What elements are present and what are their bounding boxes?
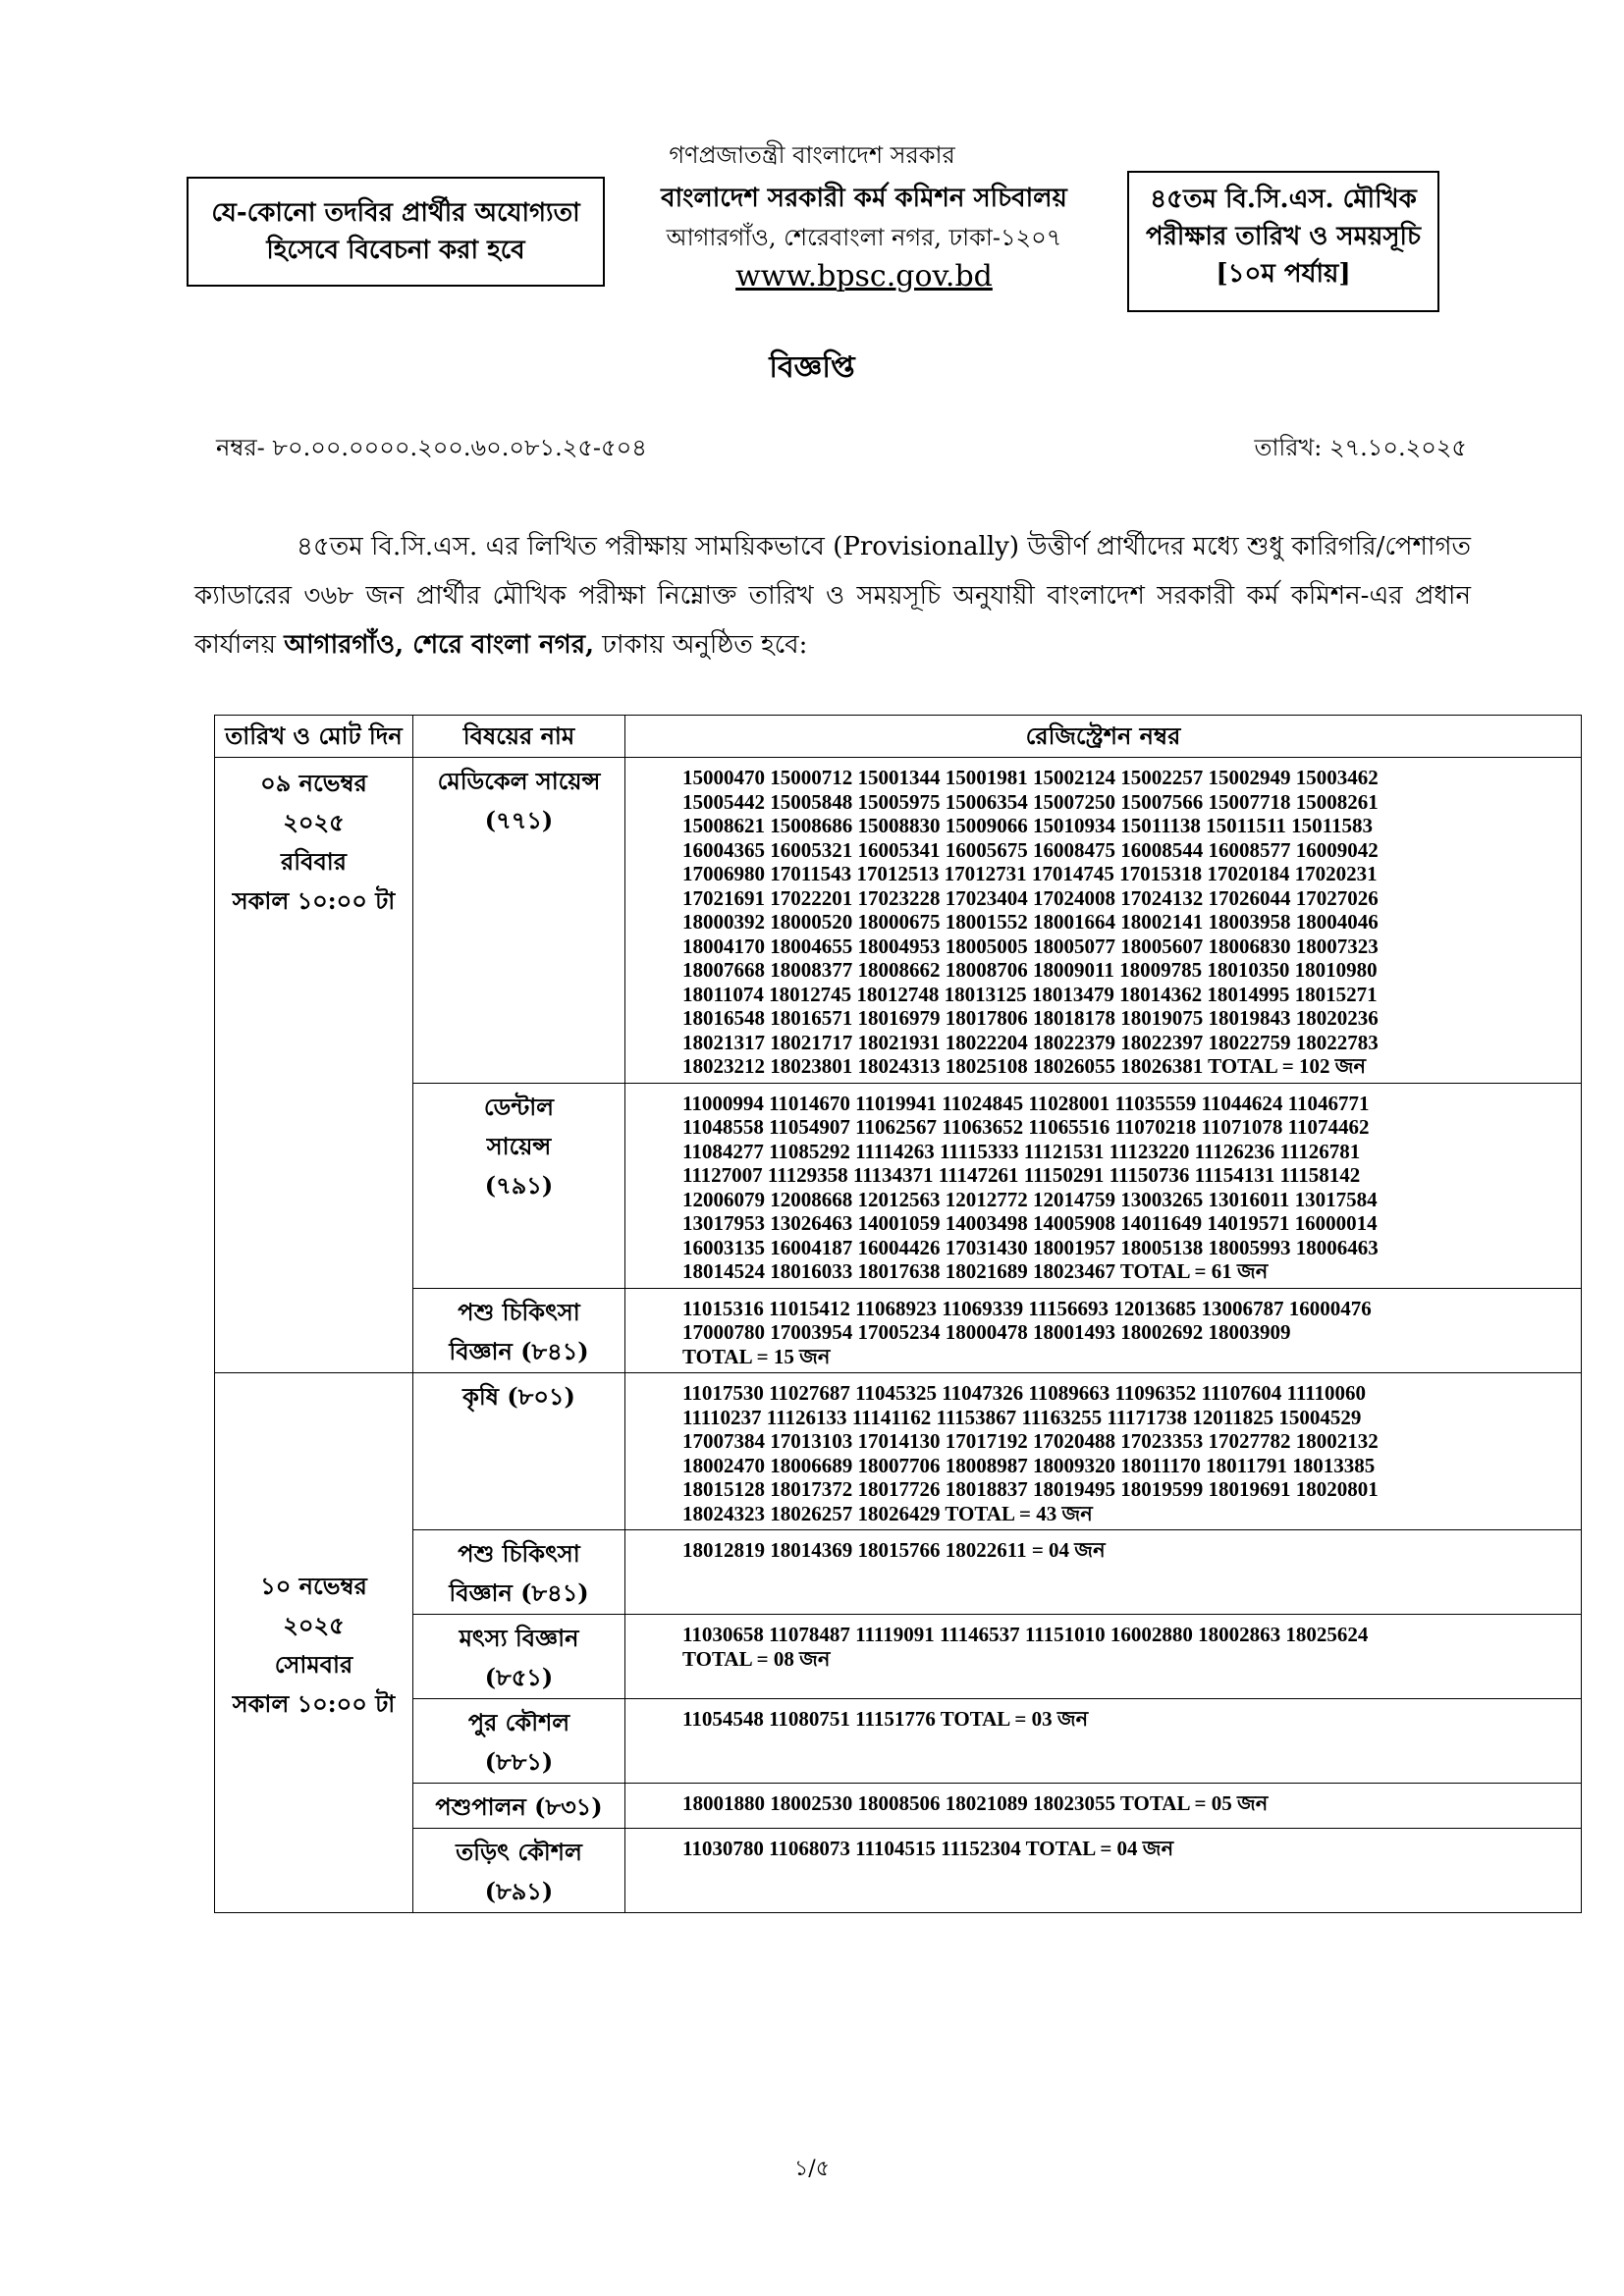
registration-line: 13017953 13026463 14001059 14003498 14005908 14011649 14019571 16000014 xyxy=(682,1211,1378,1235)
registration-cell xyxy=(625,758,1582,1084)
subject-line: পশু চিকিৎসা xyxy=(458,1539,580,1568)
date-cell xyxy=(215,1373,413,1913)
date-line: সকাল ১০:০০ টা xyxy=(232,1689,396,1718)
registration-cell xyxy=(625,1784,1582,1829)
warning-line: যে-কোনো তদবির প্রার্থীর অযোগ্যতা xyxy=(211,198,580,228)
registration-cell xyxy=(625,1615,1582,1699)
subject-line: সায়েন্স xyxy=(486,1131,552,1160)
subject-cell xyxy=(413,1784,625,1829)
subject-cell xyxy=(413,1699,625,1784)
registration-cell xyxy=(625,1699,1582,1784)
registration-cell xyxy=(625,1083,1582,1288)
registration-line: 18000392 18000520 18000675 18001552 18001664 18002141 18003958 18004046 xyxy=(682,910,1379,934)
date-line: সকাল ১০:০০ টা xyxy=(232,886,396,915)
registration-line: 18021317 18021717 18021931 18022204 18022379 18022397 18022759 18022783 xyxy=(682,1030,1379,1054)
table-header-row xyxy=(215,716,1582,758)
subject-cell xyxy=(413,1615,625,1699)
subject-line: (৮৯১) xyxy=(484,1877,554,1905)
registration-cell xyxy=(625,1530,1582,1615)
registration-line: 11030780 11068073 11104515 11152304 TOTAL = 04 জন xyxy=(682,1837,1174,1860)
registration-line: 16003135 16004187 16004426 17031430 18001957 18005138 18005993 18006463 xyxy=(682,1235,1379,1259)
subject-line: (৮৫১) xyxy=(484,1663,554,1691)
registration-line: 18004170 18004655 18004953 18005005 18005077 18005607 18006830 18007323 xyxy=(682,934,1379,958)
registration-line: 17007384 17013103 17014130 17017192 17020488 17023353 17027782 18002132 xyxy=(682,1429,1379,1453)
exam-title-line: [১০ম পর্যায়] xyxy=(1216,259,1351,289)
subject-line: (৭৯১) xyxy=(484,1170,554,1200)
memo-date: তারিখ: ২৭.১০.২০২৫ xyxy=(1254,434,1467,461)
subject-line: বিজ্ঞান (৮৪১) xyxy=(449,1578,589,1607)
subject-cell xyxy=(413,1373,625,1530)
table-row xyxy=(215,758,1582,1084)
website-link[interactable]: www.bpsc.gov.bd xyxy=(735,259,993,294)
exam-title-line: ৪৫তম বি.সি.এস. মৌখিক xyxy=(1150,185,1417,214)
table-row xyxy=(215,1784,1582,1829)
date-line: ২০২৫ xyxy=(283,1611,345,1639)
registration-line: 11054548 11080751 11151776 TOTAL = 03 জন xyxy=(682,1707,1089,1731)
subject-line: পশু চিকিৎসা xyxy=(458,1297,580,1326)
header-subject: বিষয়ের নাম xyxy=(413,716,625,758)
date-line: রবিবার xyxy=(281,847,347,876)
government-header: গণপ্রজাতন্ত্রী বাংলাদেশ সরকার xyxy=(669,141,955,169)
registration-line: 15008621 15008686 15008830 15009066 15010934 15011138 15011511 15011583 xyxy=(682,814,1373,837)
warning-line: হিসেবে বিবেচনা করা হবে xyxy=(266,236,525,265)
commission-address: আগারগাঁও, শেরেবাংলা নগর, ঢাকা-১২০৭ xyxy=(666,224,1062,251)
body-text: ঢাকায় অনুষ্ঠিত হবে: xyxy=(594,630,808,660)
registration-line: 11030658 11078487 11119091 11146537 11151010 16002880 18002863 18025624 xyxy=(682,1623,1369,1646)
table-row xyxy=(215,1083,1582,1288)
registration-cell xyxy=(625,1373,1582,1530)
registration-line: TOTAL = 15 জন xyxy=(682,1344,831,1368)
subject-cell xyxy=(413,1530,625,1615)
body-text: ৪৫তম বি.সি.এস. এর লিখিত পরীক্ষায় সাময়িকভাবে (Provisionally) উত্তীর্ণ প্রার্থীদের মধ্যে শুধু কারিগরি/পেশাগত ক্যাডারের ৩৬৮ জন প্রার্থীর মৌখিক পরীক্ষা নিম্নোক্ত তারিখ ও সময়সূচি অনুযায়ী বাংলাদেশ সরকারী কর্ম কমিশন-এর প্রধান কার্যালয় xyxy=(194,532,1471,660)
registration-line: 18011074 18012745 18012748 18013125 18013479 18014362 18014995 18015271 xyxy=(682,982,1378,1006)
date-cell xyxy=(215,758,413,1373)
memo-number: নম্বর- ৮০.০০.০০০০.২০০.৬০.০৮১.২৫-৫০৪ xyxy=(216,434,647,461)
subject-line: মৎস্য বিজ্ঞান xyxy=(459,1624,579,1652)
date-line: ১০ নভেম্বর xyxy=(260,1572,367,1600)
subject-cell xyxy=(413,758,625,1084)
table-row xyxy=(215,1530,1582,1615)
registration-line: 17006980 17011543 17012513 17012731 17014745 17015318 17020184 17020231 xyxy=(682,862,1378,885)
subject-line: বিজ্ঞান (৮৪১) xyxy=(449,1336,589,1365)
registration-line: 11127007 11129358 11134371 11147261 11150291 11150736 11154131 11158142 xyxy=(682,1163,1361,1187)
subject-line: (৮৮১) xyxy=(484,1747,554,1776)
exam-title-line: পরীক্ষার তারিখ ও সময়সূচি xyxy=(1145,222,1422,251)
registration-line: 11017530 11027687 11045325 11047326 11089663 11096352 11107604 11110060 xyxy=(682,1381,1367,1405)
table-row xyxy=(215,1615,1582,1699)
registration-line: 16004365 16005321 16005341 16005675 16008475 16008544 16008577 16009042 xyxy=(682,837,1379,862)
table-row xyxy=(215,1699,1582,1784)
subject-line: তড়িৎ কৌশল xyxy=(456,1838,582,1866)
registration-line: 15005442 15005848 15005975 15006354 15007250 15007566 15007718 15008261 xyxy=(682,789,1379,814)
registration-line: 18016548 18016571 18016979 18017806 18018178 18019075 18019843 18020236 xyxy=(682,1006,1379,1030)
subject-line: (৭৭১) xyxy=(484,806,554,834)
registration-line: 18015128 18017372 18017726 18018837 18019495 18019599 18019691 18020801 xyxy=(682,1477,1379,1501)
schedule-table xyxy=(214,715,1582,1913)
registration-line: 18012819 18014369 18015766 18022611 = 04 জন xyxy=(682,1538,1106,1562)
registration-line: 11110237 11126133 11141162 11153867 11163255 11171738 12011825 15004529 xyxy=(682,1405,1362,1429)
subject-line: পশুপালন (৮৩১) xyxy=(435,1792,603,1821)
date-line: সোমবার xyxy=(274,1650,353,1679)
registration-line: 12006079 12008668 12012563 12012772 12014759 13003265 13016011 13017584 xyxy=(682,1187,1378,1211)
subject-cell xyxy=(413,1829,625,1913)
notice-title: বিজ্ঞপ্তি xyxy=(769,350,855,385)
date-line: ০৯ নভেম্বর xyxy=(260,769,367,797)
registration-cell xyxy=(625,1829,1582,1913)
registration-line: 11000994 11014670 11019941 11024845 11028001 11035559 11044624 11046771 xyxy=(682,1091,1370,1115)
registration-line: TOTAL = 08 জন xyxy=(682,1646,831,1671)
registration-line: 18001880 18002530 18008506 18021089 18023055 TOTAL = 05 জন xyxy=(682,1791,1269,1815)
notice-body xyxy=(194,522,1471,669)
date-line: ২০২৫ xyxy=(283,808,345,836)
subject-cell xyxy=(413,1083,625,1288)
page-number: ১/৫ xyxy=(794,2157,830,2181)
registration-line: 18002470 18006689 18007706 18008987 18009320 18011170 18011791 18013385 xyxy=(682,1453,1376,1477)
table-row xyxy=(215,1373,1582,1530)
registration-line: 18014524 18016033 18017638 18021689 18023467 TOTAL = 61 জন xyxy=(682,1259,1269,1283)
exam-title-box xyxy=(1127,171,1439,312)
subject-line: ডেন্টাল xyxy=(483,1092,555,1121)
subject-line: কৃষি (৮০১) xyxy=(462,1382,575,1411)
registration-line: 18024323 18026257 18026429 TOTAL = 43 জন xyxy=(682,1501,1093,1525)
header-date: তারিখ ও মোট দিন xyxy=(215,716,413,758)
registration-line: 18007668 18008377 18008662 18008706 18009011 18009785 18010350 18010980 xyxy=(682,958,1378,982)
subject-cell xyxy=(413,1288,625,1373)
subject-line: মেডিকেল সায়েন্স xyxy=(437,767,601,795)
table-row xyxy=(215,1288,1582,1373)
registration-line: 15000470 15000712 15001344 15001981 15002124 15002257 15002949 15003462 xyxy=(682,766,1379,789)
registration-line: 18023212 18023801 18024313 18025108 18026055 18026381 TOTAL = 102 জন xyxy=(682,1054,1367,1078)
table-row xyxy=(215,1829,1582,1913)
commission-name: বাংলাদেশ সরকারী কর্ম কমিশন সচিবালয় xyxy=(661,184,1067,213)
commission-header xyxy=(609,179,1119,296)
warning-box xyxy=(187,177,605,287)
registration-line: 11048558 11054907 11062567 11063652 11065516 11070218 11071078 11074462 xyxy=(682,1115,1370,1139)
subject-line: পুর কৌশল xyxy=(467,1708,570,1736)
header-registration: রেজিস্ট্রেশন নম্বর xyxy=(625,716,1582,758)
registration-cell xyxy=(625,1288,1582,1373)
venue-text: আগারগাঁও, শেরে বাংলা নগর, xyxy=(284,630,595,660)
registration-line: 17000780 17003954 17005234 18000478 18001493 18002692 18003909 xyxy=(682,1320,1291,1344)
registration-line: 17021691 17022201 17023228 17023404 17024008 17024132 17026044 17027026 xyxy=(682,885,1379,910)
registration-line: 11015316 11015412 11068923 11069339 11156693 12013685 13006787 16000476 xyxy=(682,1296,1372,1320)
registration-line: 11084277 11085292 11114263 11115333 11121531 11123220 11126236 11126781 xyxy=(682,1139,1361,1163)
